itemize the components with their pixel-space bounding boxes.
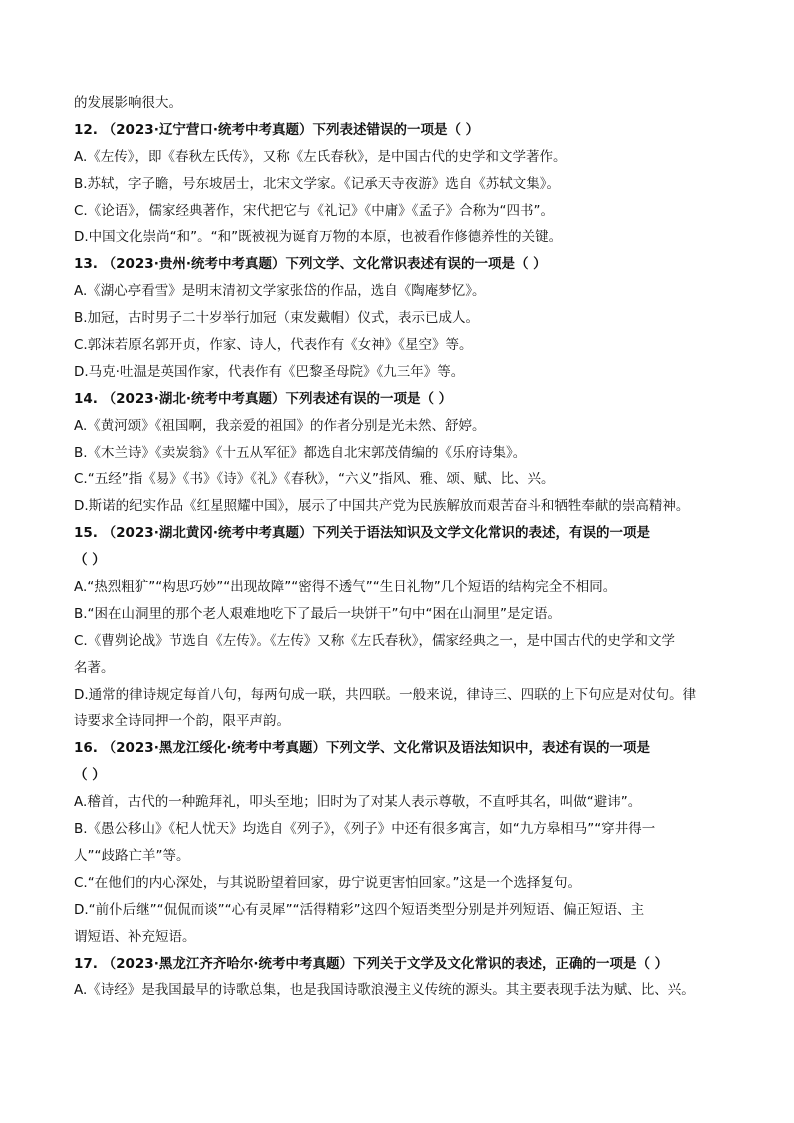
question-13-option-b: B.加冠，古时男子二十岁举行加冠（束发戴帽）仪式，表示已成人。 [74, 310, 480, 327]
question-15-option-b: B.“困在山洞里的那个老人艰难地吃下了最后一块饼干”句中“困在山洞里”是定语。 [74, 605, 562, 622]
question-14-option-d: D.斯诺的纪实作品《红星照耀中国》，展示了中国共产党为民族解放而艰苦奋斗和牺牲奉献的崇高精神。 [74, 498, 690, 515]
question-16-option-d-cont: 谓短语、补充短语。 [74, 928, 196, 945]
question-15-option-d: D.通常的律诗规定每首八句，每两句成一联，共四联。一般来说，律诗三、四联的上下句应是对仗句。律 [74, 686, 697, 703]
question-13-option-a: A.《湖心亭看雪》是明末清初文学家张岱的作品，选自《陶庵梦忆》。 [74, 283, 486, 300]
question-list [74, 90, 724, 1004]
question-16-stem-cont: （ ） [74, 767, 106, 784]
question-16-option-c: C.“在他们的内心深处，与其说盼望着回家，毋宁说更害怕回家。”这是一个选择复句。 [74, 874, 581, 891]
question-16-stem: 16. （2023·黑龙江绥化·统考中考真题）下列文学、文化常识及语法知识中，表述有误的一项是 [74, 740, 650, 757]
question-14-stem: 14. （2023·湖北·统考中考真题）下列表述有误的一项是（ ） [74, 390, 453, 407]
question-16-option-b-cont: 人”“歧路亡羊”等。 [74, 847, 190, 864]
question-12-stem: 12. （2023·辽宁营口·统考中考真题）下列表述错误的一项是（ ） [74, 121, 480, 138]
question-14-option-a: A.《黄河颂》《祖国啊，我亲爱的祖国》的作者分别是光未然、舒婷。 [74, 417, 486, 434]
text-line: 的发展影响很大。 [74, 95, 182, 111]
question-16-option-d: D.“前仆后继”“侃侃而谈”“心有灵犀”“活得精彩”这四个短语类型分别是并列短语、偏正短语、主 [74, 901, 645, 918]
question-14-option-c: C.“五经”指《易》《书》《诗》《礼》《春秋》，“六义”指风、雅、颂、赋、比、兴。 [74, 471, 555, 488]
question-12-option-d: D.中国文化崇尚“和”。“和”既被视为诞育万物的本原，也被看作修德养性的关键。 [74, 229, 563, 246]
question-15-stem: 15. （2023·湖北黄冈·统考中考真题）下列关于语法知识及文学文化常识的表述，有误的一项是 [74, 525, 650, 542]
question-15-option-d-cont: 诗要求全诗同押一个韵，限平声韵。 [74, 713, 290, 730]
question-12-option-a: A.《左传》，即《春秋左氏传》，又称《左氏春秋》，是中国古代的史学和文学著作。 [74, 148, 567, 165]
question-13-option-d: D.马克·吐温是英国作家，代表作有《巴黎圣母院》《九三年》等。 [74, 363, 465, 380]
question-12-option-b: B.苏轼，字子瞻，号东坡居士，北宋文学家。《记承天寺夜游》选自《苏轼文集》。 [74, 175, 561, 192]
question-16-option-a: A.稽首，古代的一种跪拜礼，叩头至地；旧时为了对某人表示尊敬，不直呼其名，叫做“避讳”。 [74, 794, 642, 811]
question-15-option-c-cont: 名著。 [74, 659, 115, 676]
question-16-option-b: B.《愚公移山》《杞人忧天》均选自《列子》，《列子》中还有很多寓言，如“九方皋相马”“穿井得一 [74, 821, 656, 838]
question-15-option-a: A.“热烈粗犷”“构思巧妙”“出现故障”“密得不透气”“生日礼物”几个短语的结构完全不相同。 [74, 579, 617, 596]
question-13-stem: 13. （2023·贵州·统考中考真题）下列文学、文化常识表述有误的一项是（ ） [74, 256, 547, 273]
question-17-option-a: A.《诗经》是我国最早的诗歌总集，也是我国诗歌浪漫主义传统的源头。其主要表现手法为赋、比、兴。 [74, 982, 695, 999]
question-15-stem-cont: （ ） [74, 552, 106, 569]
question-17-stem: 17. （2023·黑龙江齐齐哈尔·统考中考真题）下列关于文学及文化常识的表述，正确的一项是（ ） [74, 955, 669, 972]
question-14-option-b: B.《木兰诗》《卖炭翁》《十五从军征》都选自北宋郭茂倩编的《乐府诗集》。 [74, 444, 527, 461]
question-13-option-c: C.郭沫若原名郭开贞，作家、诗人，代表作有《女神》《星空》等。 [74, 337, 473, 354]
question-15-option-c: C.《曹刿论战》节选自《左传》。《左传》又称《左氏春秋》，儒家经典之一，是中国古代的史学和文学 [74, 632, 675, 649]
question-12-option-c: C.《论语》，儒家经典著作，宋代把它与《礼记》《中庸》《孟子》合称为“四书”。 [74, 202, 554, 219]
